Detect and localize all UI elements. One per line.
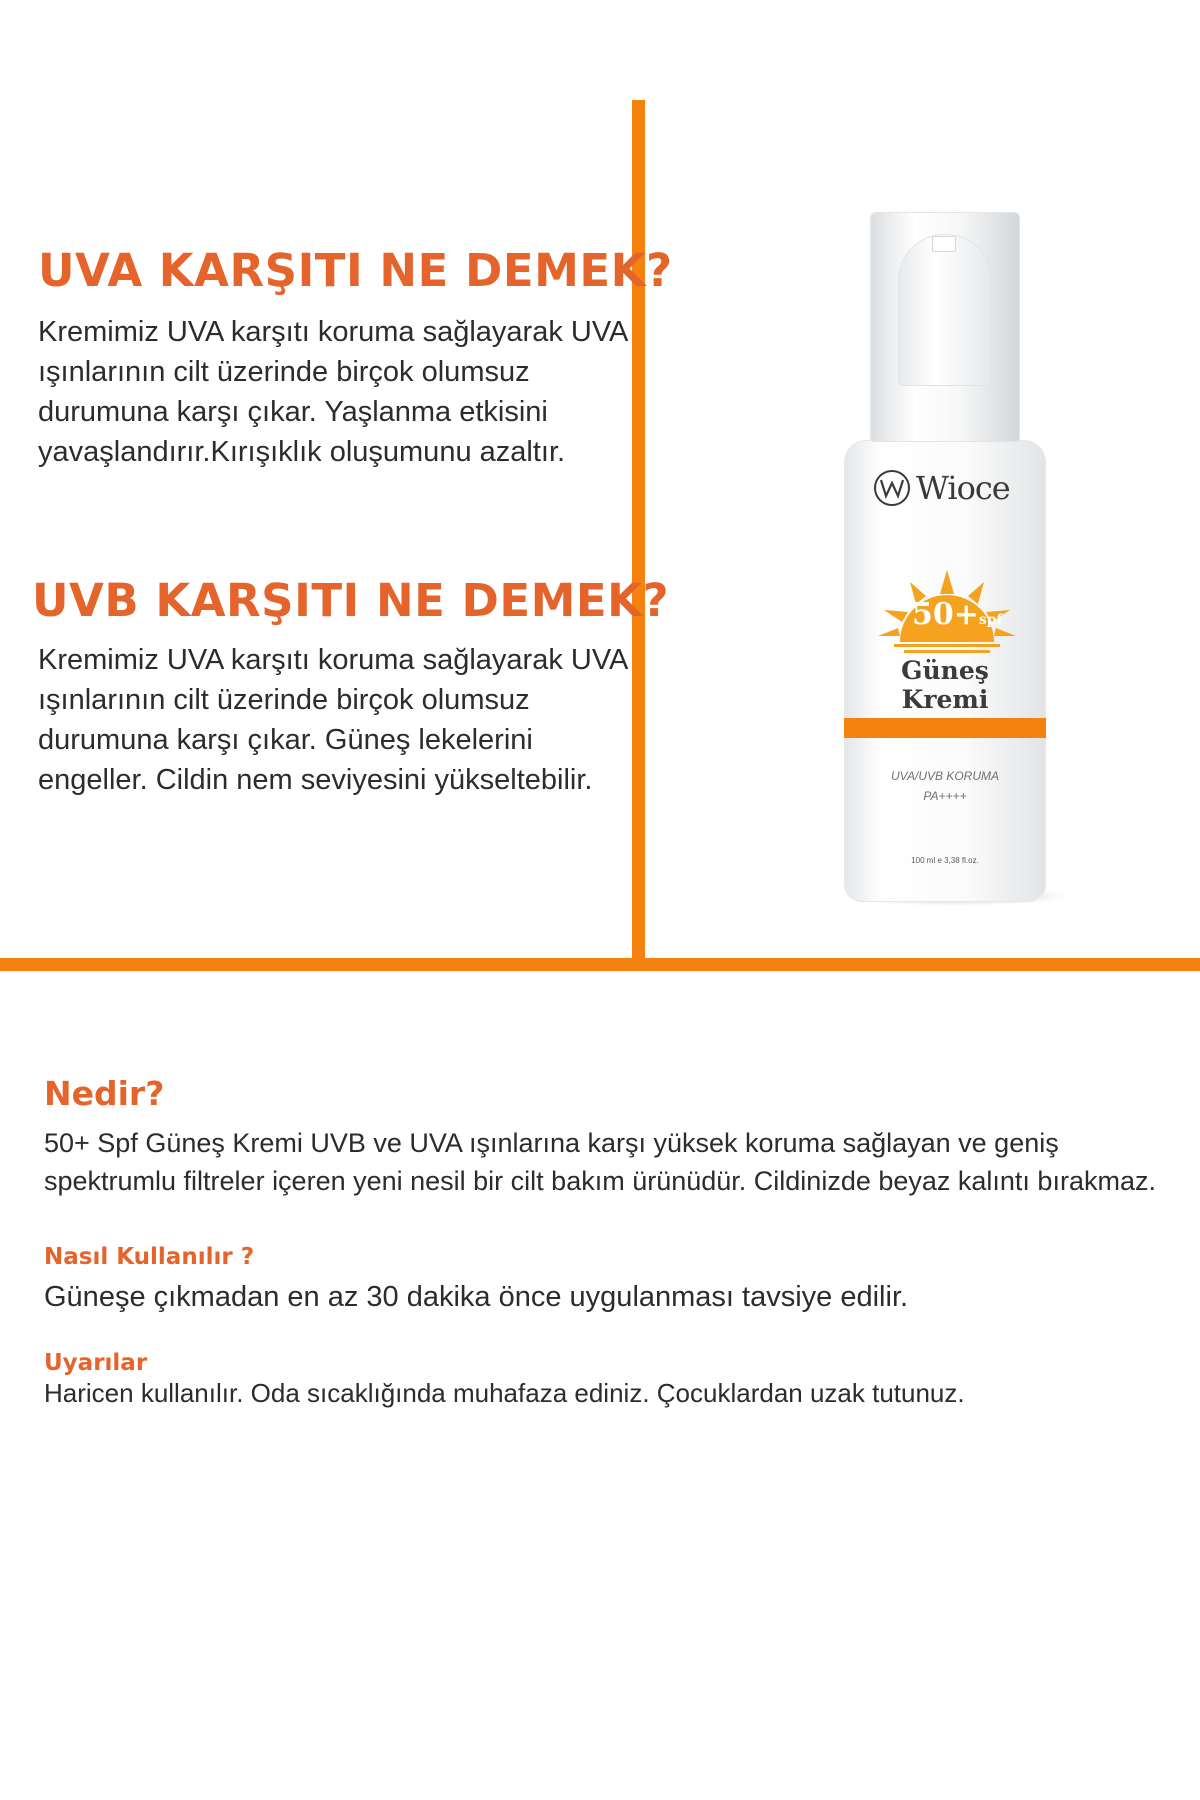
pump-head [898,234,992,386]
nedir-heading: Nedir? [44,1074,165,1113]
nasil-heading: Nasıl Kullanılır ? [44,1244,255,1270]
horizontal-divider [0,958,1200,971]
product-bottle [820,200,1100,910]
protection-line: UVA/UVB KORUMA [890,769,1000,783]
vertical-divider [632,100,645,961]
uvb-heading: UVB KARŞITI NE DEMEK? [32,574,670,627]
brand-logo [872,468,1010,508]
pa-rating: PA++++ [923,789,967,803]
uva-heading: UVA KARŞITI NE DEMEK? [38,244,673,297]
uyarilar-heading: Uyarılar [44,1350,148,1376]
uvb-body: Kremimiz UVA karşıtı koruma sağlayarak UVA ışınlarının cilt üzerinde birçok olumsuz durumuna karşı çıkar. Güneş lekelerini engeller. Cildin nem seviyesini yükseltebilir. [38,644,627,796]
brand-name: Wioce [916,469,1010,507]
brand-logo-icon [872,468,912,508]
uyarilar-body: Haricen kullanılır. Oda sıcaklığında muhafaza ediniz. Çocuklardan uzak tutunuz. [44,1378,965,1408]
nasil-body: Güneşe çıkmadan en az 30 dakika önce uygulanması tavsiye edilir. [44,1281,909,1313]
protection-label [860,766,1030,806]
volume-label: 100 ml e 3,38 fl.oz. [911,856,979,865]
spf-value: 50+ [912,597,979,632]
uva-body: Kremimiz UVA karşıtı koruma sağlayarak UVA ışınlarının cilt üzerinde birçok olumsuz durumuna karşı çıkar. Yaşlanma etkisini yavaşlandırır.Kırışıklık oluşumunu azaltır. [38,316,627,468]
spf-label [912,597,1003,635]
pump-nozzle [932,236,956,252]
nedir-body: 50+ Spf Güneş Kremi UVB ve UVA ışınlarına karşı yüksek koruma sağlayan ve geniş spektrumlu filtreler içeren yeni nesil bir cilt bakım ürünüdür. Cildinizde beyaz kalıntı bırakmaz. [44,1128,1156,1196]
label-band [844,718,1046,738]
product-name: Güneş Kremi [901,656,989,714]
spf-suffix: spf [978,612,1003,628]
